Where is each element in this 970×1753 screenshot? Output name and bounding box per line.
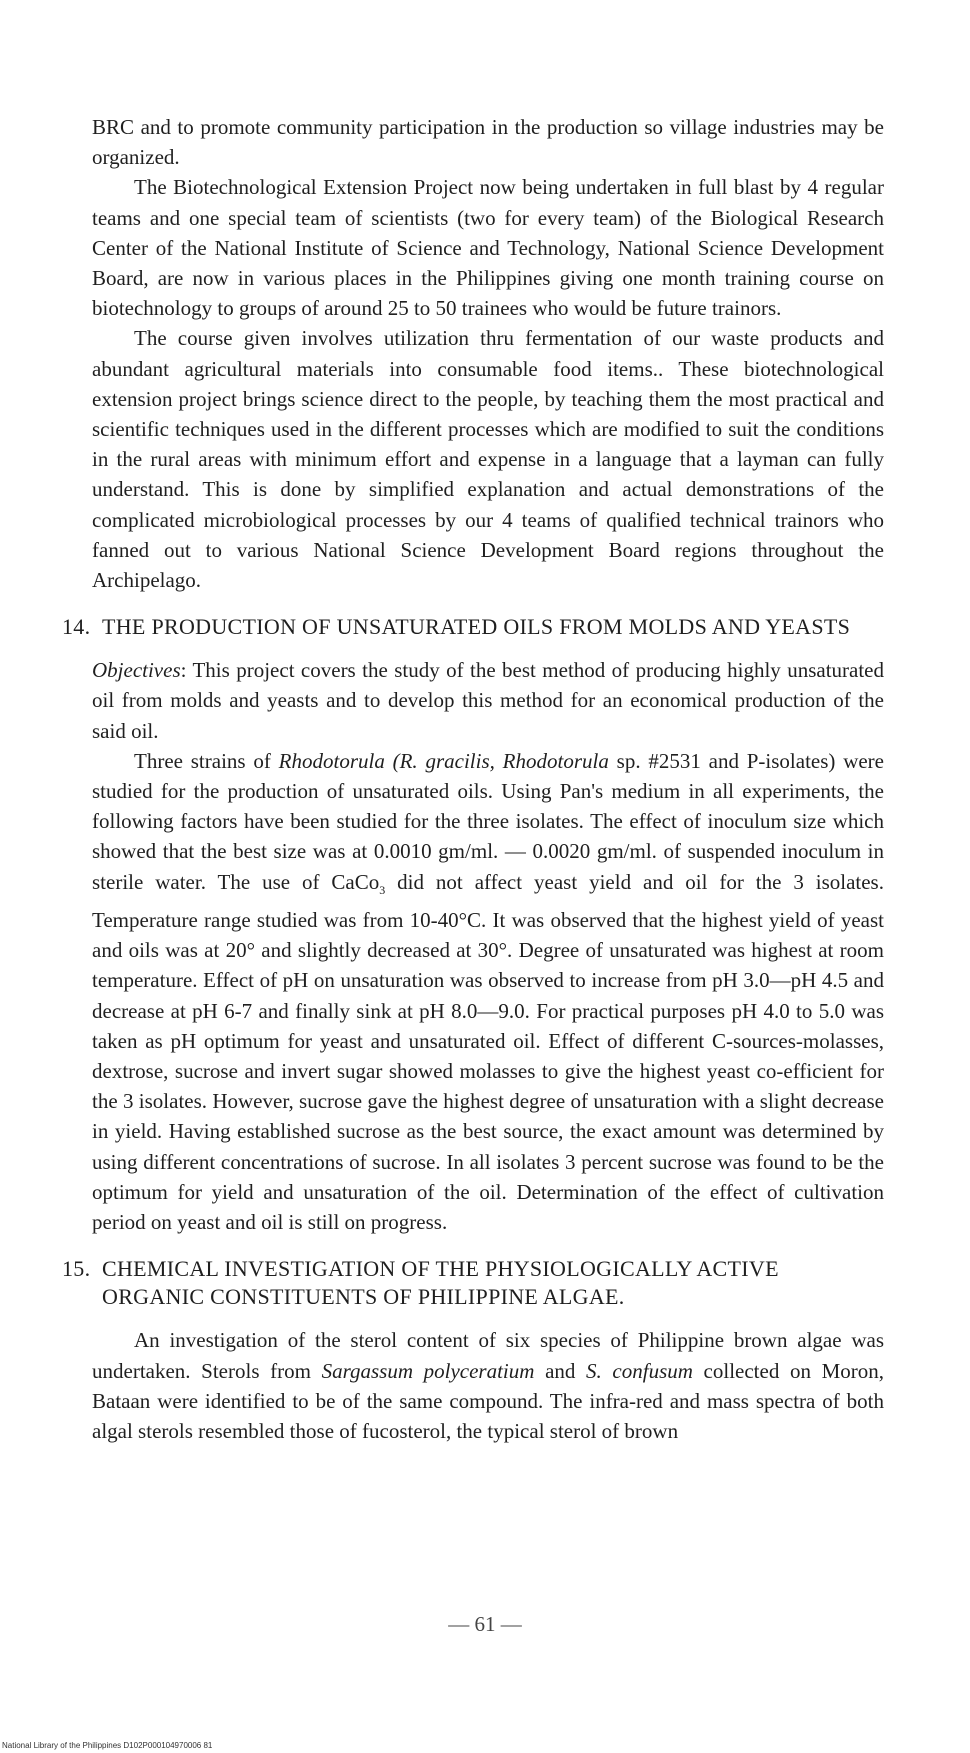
objectives-text: : This project covers the study of the best method of producing highly unsaturated oil from molds and yeasts and to develop this method for an economical production of the said oil. xyxy=(92,658,884,743)
section-14-number: 14. xyxy=(62,614,91,640)
section-15-body xyxy=(92,1325,884,1446)
text-run: did not affect yeast yield and oil for the 3 isolates. Temperature range studied was from 10-40°C. It was observed that the highest yield of yeast and oils was at 20° and slightly decreased at 30°. Degree of unsaturated was highest at room temperature. Effect of pH on unsaturation was observed to increase from pH 3.0—pH 4.5 and decrease at pH 6-7 and finally sink at pH 8.0—9.0. For practical purposes pH 4.0 to 5.0 was taken as pH optimum for yeast and unsaturated oil. Effect of different C-sources-molasses, dextrose, sucrose and invert sugar showed molasses to give the highest yeast co-efficient for the 3 isolates. However, sucrose gave the highest degree of unsaturation with a slight decrease in yield. Having established sucrose as the best source, the exact amount was determined by using different concentrations of sucrose. In all isolates 3 percent sucrose was found to be the optimum for yield and unsaturation of the oil. Determination of the effect of cultivation period on yeast and oil is still on progress. xyxy=(92,869,884,1235)
section-14-heading xyxy=(62,613,884,641)
section-15-heading xyxy=(62,1255,884,1311)
section-14-title: THE PRODUCTION OF UNSATURATED OILS FROM MOLDS AND YEASTS xyxy=(102,614,851,640)
text-run: sp. #2531 and P-isolates) were studied for the production of unsaturated oils. Using Pan's medium in all experiments, the following factors have been studied for the three isolates. The effect of inoculum size which showed that the best size was at 0.0010 gm/ml. — 0.0020 gm/ml. of suspended inoculum in sterile water. The use of CaCo xyxy=(92,748,884,894)
objectives-label: Objectives xyxy=(92,658,181,683)
text-run: Three strains of xyxy=(134,748,279,773)
subscript: 3 xyxy=(379,882,386,897)
text-run-italic: Sargassum polyceratium xyxy=(321,1358,535,1383)
text-run-italic: S. confusum xyxy=(586,1358,693,1383)
document-page xyxy=(62,112,884,1446)
library-watermark: National Library of the Philippines D102P000104970006 81 xyxy=(2,1741,213,1750)
section-15-paragraph-1 xyxy=(92,1325,884,1446)
section-15-number: 15. xyxy=(62,1256,91,1282)
page-number: — 61 — xyxy=(448,1612,522,1636)
intro-paragraph-3: The course given involves utilization thru fermentation of our waste products and abundant agricultural materials into consumable food items.. These biotechnological extension project brings science direct to the people, by teaching them the most practical and scientific techniques used in the different processes which are modified to suit the conditions in the rural areas with minimum effort and expense in a language that a layman can fully understand. This is done by simplified explanation and actual demonstrations of the complicated microbiological processes by our 4 teams of qualified technical trainors who fanned out to various National Science Development Board regions throughout the Archipelago. xyxy=(92,326,884,593)
intro-paragraph-2: The Biotechnological Extension Project now being undertaken in full blast by 4 regular teams and one special team of scientists (two for every team) of the Biological Research Center of the National Institute of Science and Technology, National Science Development Board, are now in various places in the Philippines giving one month training course on biotechnology to groups of around 25 to 50 trainees who would be future trainors. xyxy=(92,175,884,321)
section-14-paragraph-2 xyxy=(92,746,884,1237)
text-run-italic: Rhodotorula (R. gracilis, Rhodotorula xyxy=(278,748,609,773)
text-run: An investigation of the sterol content of six species of Philippine brown algae was undertaken. Sterols from xyxy=(92,1328,884,1383)
text-run: and xyxy=(534,1358,587,1383)
intro-paragraph-1: BRC and to promote community participation in the production so village industries may be organized. xyxy=(92,115,884,170)
text-run: collected on Moron, Bataan were identified to be of the same compound. The infra-red and mass spectra of both algal sterols resembled those of fucosterol, the typical sterol of brown xyxy=(92,1358,884,1443)
section-15-title: CHEMICAL INVESTIGATION OF THE PHYSIOLOGICALLY ACTIVE ORGANIC CONSTITUENTS OF PHILIPPINE ALGAE. xyxy=(102,1256,779,1310)
section-14-objectives xyxy=(92,655,884,746)
section-14-body xyxy=(92,655,884,1237)
